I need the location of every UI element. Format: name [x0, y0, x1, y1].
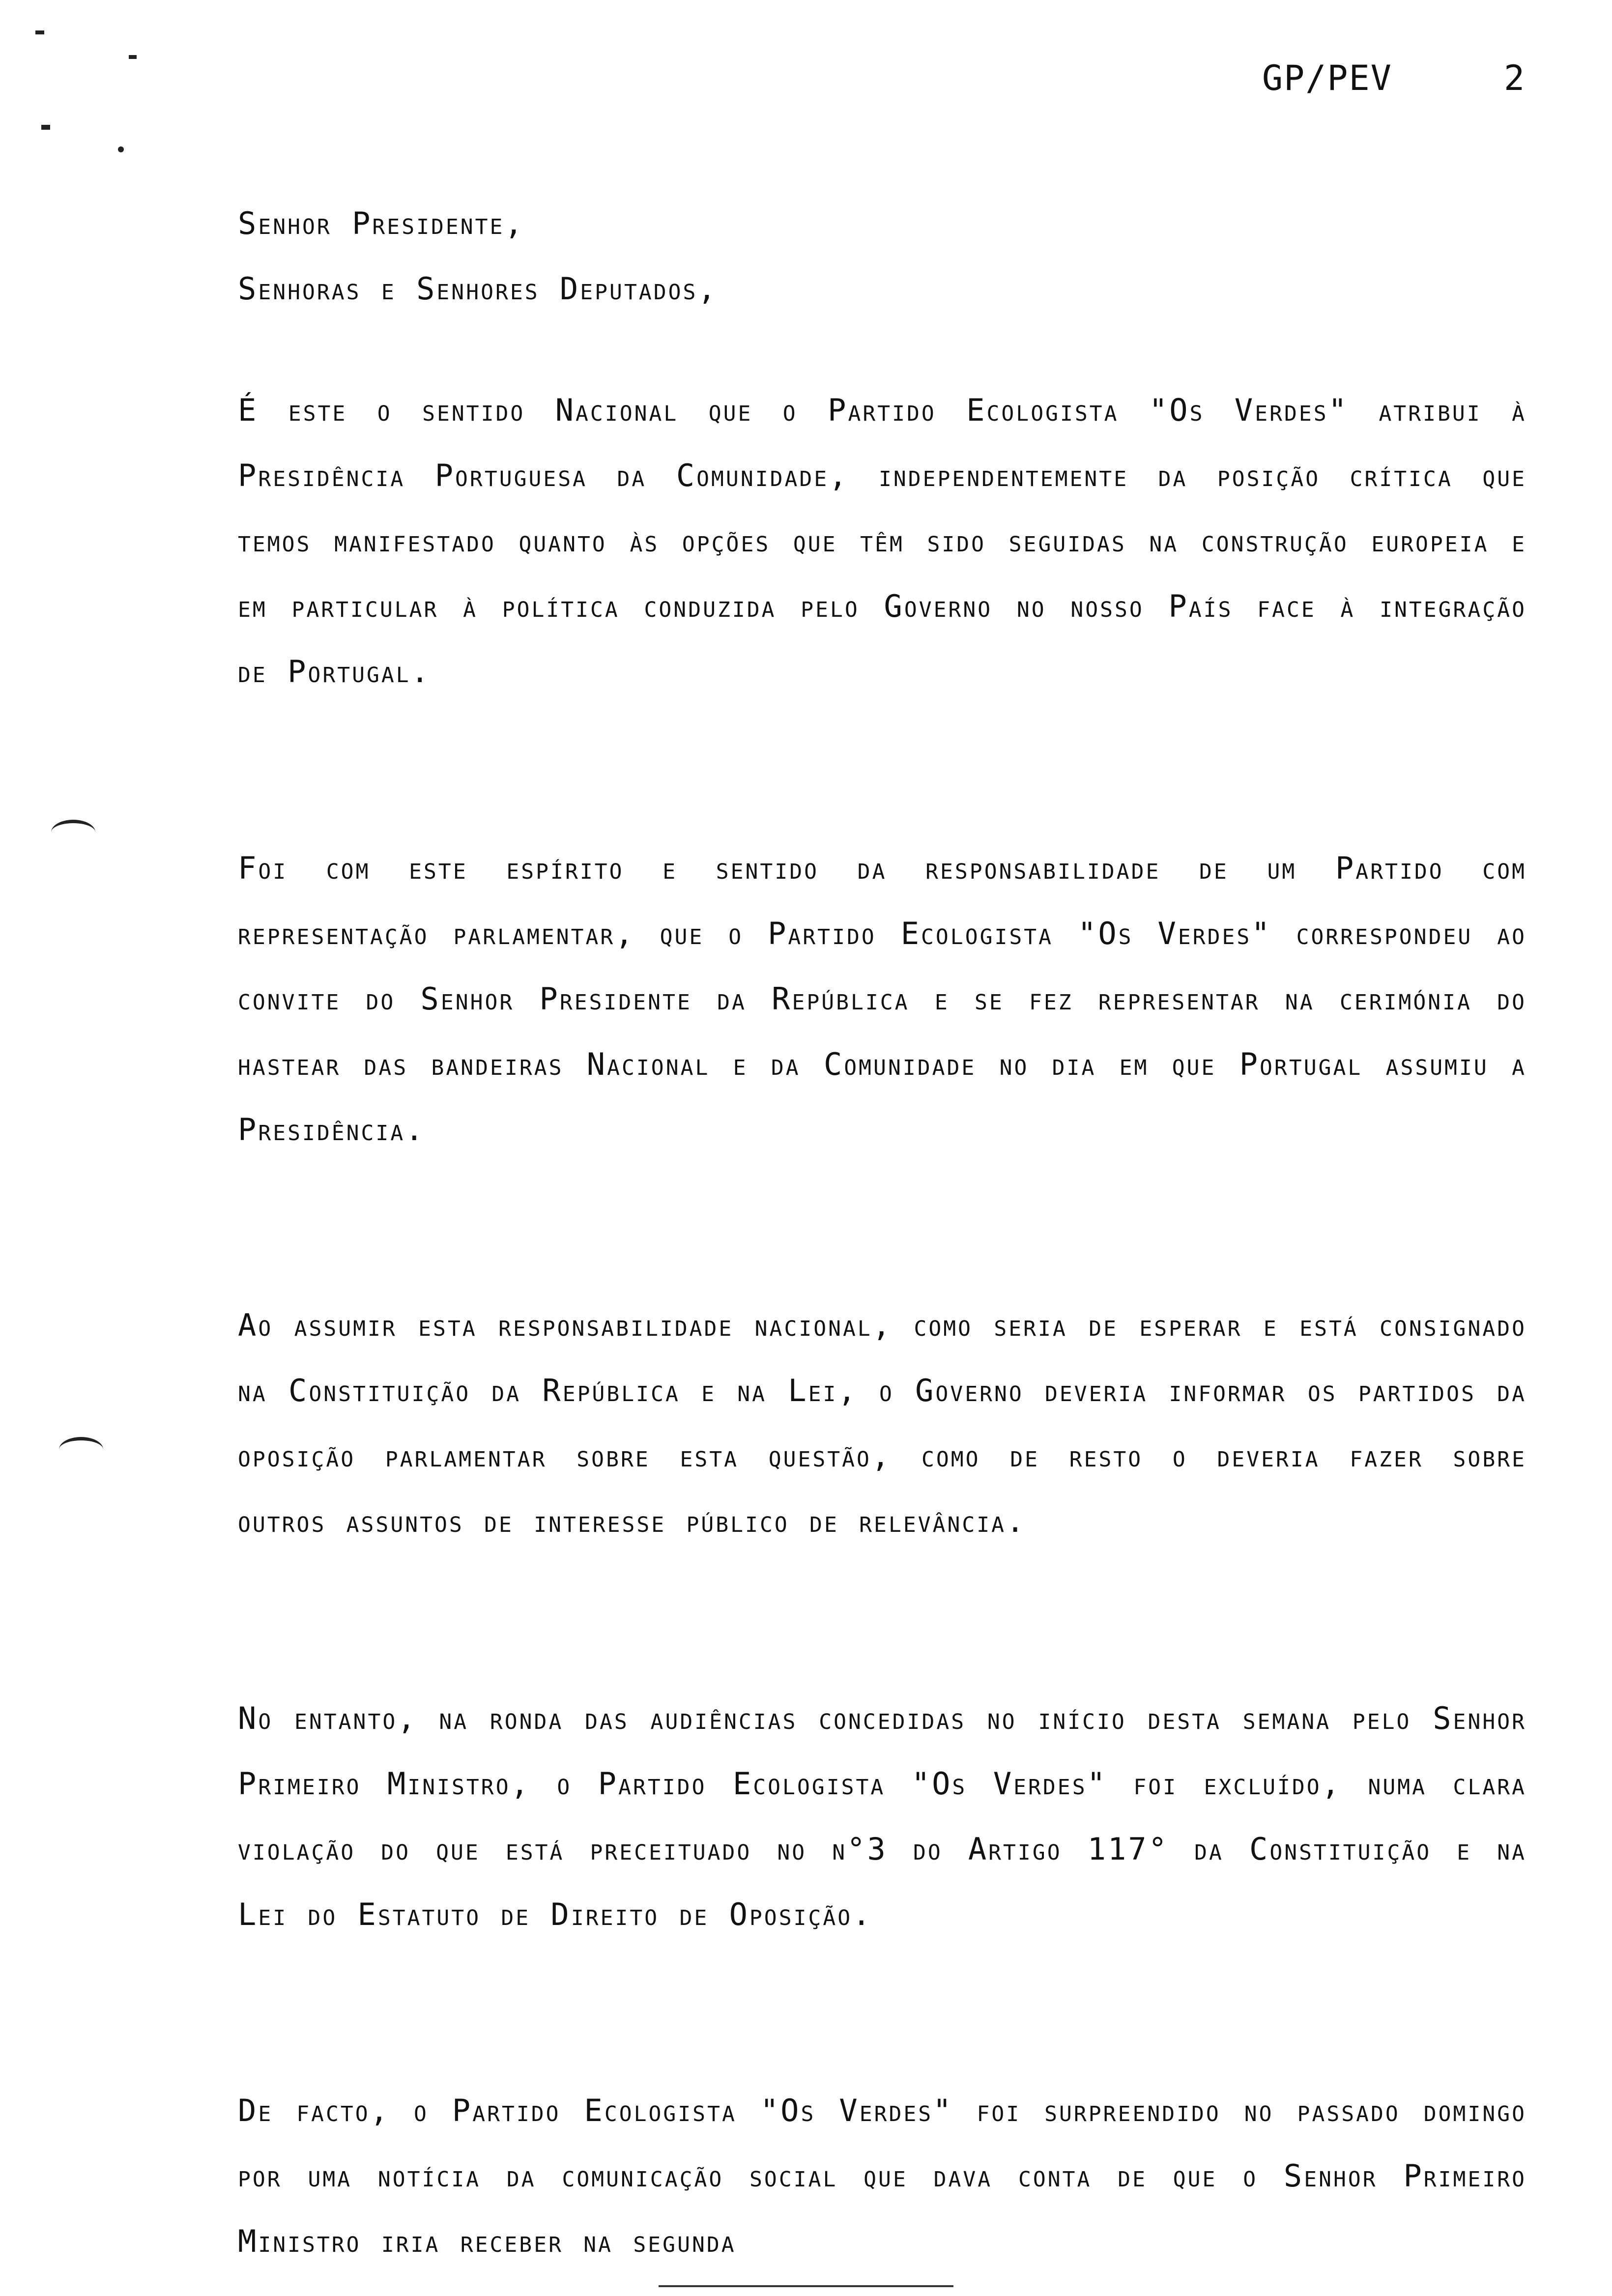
greeting-line: Senhoras e Senhores Deputados,: [238, 271, 718, 307]
paragraph: [238, 2078, 1526, 2274]
scan-mark: [129, 55, 137, 59]
paragraph: [238, 1686, 1526, 1947]
paragraph-text: Foi com este espírito e sentido da responsabilidade de um Partido com representação parlamentar, que o Partido Ecologista "Os Verdes" correspondeu ao convite do Senhor Presidente da República e se fez representar na cerimónia do hastear das bandeiras Nacional e da Comunidade no dia em que Portugal assumiu a Presidência.: [238, 850, 1526, 1148]
greeting: [238, 191, 1526, 321]
bottom-rule: [659, 2285, 953, 2287]
paragraph-text: Ao assumir esta responsabilidade nacional, como seria de esperar e está consignado na Constituição da República e na Lei, o Governo deveria informar os partidos da oposição parlamentar sobre esta questão, como de resto o deveria fazer sobre outros assuntos de interesse público de relevância.: [238, 1307, 1526, 1539]
punch-hole-arc: [59, 1437, 103, 1462]
scan-mark: [41, 125, 50, 130]
paragraph: [238, 1292, 1526, 1554]
paragraph-text: De facto, o Partido Ecologista "Os Verdes" foi surpreendido no passado domingo por uma notícia da comunicação social que dava conta de que o Senhor Primeiro Ministro iria receber na segunda: [238, 2093, 1526, 2259]
paragraph-text: É este o sentido Nacional que o Partido Ecologista "Os Verdes" atribui à Presidência Portuguesa da Comunidade, independentemente da posição crítica que temos manifestado quanto às opções que têm sido seguidas na construção europeia e em particular à política conduzida pelo Governo no nosso País face à integração de Portugal.: [238, 392, 1526, 689]
paragraph: [238, 377, 1526, 704]
scan-mark: [35, 30, 44, 34]
paragraph-text: No entanto, na ronda das audiências concedidas no início desta semana pelo Senhor Primeiro Ministro, o Partido Ecologista "Os Verdes" foi excluído, numa clara violação do que está preceituado no n°3 do Artigo 117° da Constituição e na Lei do Estatuto de Direito de Oposição.: [238, 1700, 1526, 1932]
page-header-code: GP/PEV: [1262, 58, 1392, 98]
page-number: 2: [1504, 58, 1525, 98]
punch-hole-arc: [51, 820, 95, 845]
paragraph: [238, 835, 1526, 1162]
greeting-line: Senhor Presidente,: [238, 205, 525, 241]
scan-mark: [118, 146, 124, 152]
